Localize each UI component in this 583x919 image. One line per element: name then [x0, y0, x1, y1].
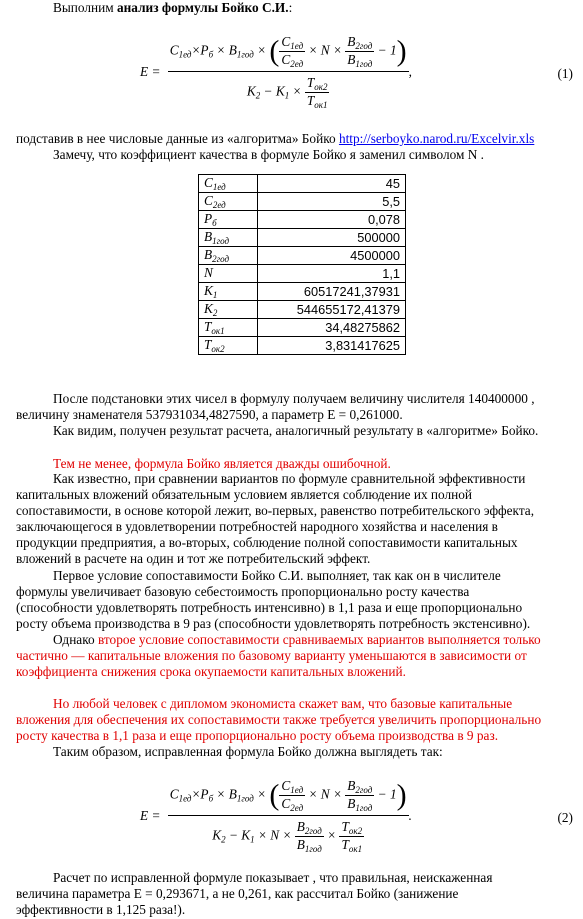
para4-line-1: Первое условие сопоставимости Бойко С.И. выполняет, так как он в числителе: [53, 568, 501, 583]
table-symbol: [199, 211, 258, 229]
table-symbol: [199, 283, 258, 301]
table-value: 500000: [258, 229, 406, 247]
para4-line-3: (способности удовлетворять потребность интенсивно) в 1,1 раза и еще пропорционально: [16, 600, 523, 615]
intro-line: Выполним анализ формулы Бойко С.И.:: [53, 0, 293, 15]
symbol-letter: T: [204, 319, 212, 334]
red2-line-2: вложения для обеспечения их сопоставимости также требуется увеличить пропорционально: [16, 712, 542, 727]
table-value: 544655172,41379: [258, 301, 406, 319]
table-value: 5,5: [258, 193, 406, 211]
table-value: 3,831417625: [258, 337, 406, 355]
table-symbol: [199, 301, 258, 319]
table-row: [199, 211, 406, 229]
para3-line-1: Как известно, при сравнении вариантов по формуле сравнительной эффективности: [53, 471, 526, 486]
symbol-subscript: ок2: [211, 344, 225, 354]
table-row: [199, 283, 406, 301]
table-row: [199, 193, 406, 211]
result-line-2: величину знаменателя 537931034,4827590, а параметр E = 0,261000.: [16, 407, 403, 422]
para5-line-2: частично — капитальные вложения по базовому варианту уменьшаются в зависимости от: [16, 648, 527, 663]
excel-link[interactable]: http://serboyko.narod.ru/Excelvir.xls: [338, 131, 535, 146]
para5-line-1: Однако второе условие сопоставимости сравниваемых вариантов выполняется только: [53, 632, 541, 647]
formula-2-number: (2): [557, 810, 573, 825]
symbol-subscript: 2ед: [212, 200, 226, 210]
table-row: [199, 265, 406, 283]
formula-1: E = $C_{1ед}\times P_б \times B_{1год}$ × ( $\frac{C_{1ед}}{C_{2ед}}$ × N × $\frac{B_{2год}}{B_{1год}}$ − 1) $K_2 - K_1$ × $\frac{T_{ок2}}{T_{ок1}}$ ,: [140, 34, 412, 110]
formula-2: E = $C_{1ед}\times P_б \times B_{1год}$ × ( $\frac{C_{1ед}}{C_{2ед}}$ × N × $\frac{B_{2год}}{B_{1год}}$ − 1) $K_2 - K_1 \times N$ × $\frac{B_{2год}}{B_{1год}}$ × $\frac{T_{ок2}}{T_{ок1}}$ .: [140, 778, 412, 854]
symbol-letter: T: [204, 337, 212, 352]
table-value: 45: [258, 175, 406, 193]
para3-line-4: заключающегося в удовлетворении потребностей народного хозяйства и населения в: [16, 519, 498, 534]
table-row: [199, 247, 406, 265]
table-symbol: [199, 265, 258, 283]
para3-line-2: капитальных вложений обязательным условием является соблюдение их полной: [16, 487, 473, 502]
red2-line-3: росту качества в 1,1 раза и еще пропорционально росту объема производства в 9 раз.: [16, 728, 499, 743]
symbol-letter: C: [204, 193, 213, 208]
symbol-subscript: 1год: [212, 236, 230, 246]
warning-line: Тем не менее, формула Бойко является дважды ошибочной.: [53, 456, 391, 471]
para4-line-2: формулы увеличивает базовую себестоимость пропорционально росту качества: [16, 584, 470, 599]
symbol-subscript: 2год: [212, 254, 230, 264]
symbol-letter: B: [204, 229, 213, 244]
table-row: [199, 337, 406, 355]
final-line-2: величина параметра E = 0,293671, а не 0,261, как рассчитал Бойко (занижение: [16, 886, 459, 901]
symbol-letter: K: [204, 301, 213, 316]
table-symbol: [199, 247, 258, 265]
red2-line-1: Но любой человек с дипломом экономиста скажет вам, что базовые капитальные: [53, 696, 513, 711]
final-line-1: Расчет по исправленной формуле показывает , что правильная, неискаженная: [53, 870, 493, 885]
table-symbol: [199, 193, 258, 211]
table-value: 0,078: [258, 211, 406, 229]
symbol-subscript: б: [212, 218, 217, 228]
symbol-subscript: ок1: [211, 326, 225, 336]
symbol-subscript: 1: [212, 290, 218, 300]
table-value: 1,1: [258, 265, 406, 283]
para3-line-5: продукции предприятия, а во-вторых, соблюдение полной сопоставимости капитальных: [16, 535, 518, 550]
symbol-letter: C: [204, 175, 213, 190]
symbol-subscript: 1ед: [212, 182, 226, 192]
result-line-1: После подстановки этих чисел в формулу получаем величину числителя 140400000 ,: [53, 391, 535, 406]
para5-line-3: коэффициента снижения срока окупаемости капитальных вложений.: [16, 664, 406, 679]
after-formula-line: подставив в нее числовые данные из «алгоритма» Бойко http://serboyko.narod.ru/Excelvir.xls: [16, 131, 535, 146]
table-symbol: [199, 229, 258, 247]
symbol-subscript: 2: [212, 308, 218, 318]
final-line-3: эффективности в 1,125 раза!).: [16, 902, 186, 917]
table-row: [199, 175, 406, 193]
para3-line-6: вложений в расчете на один и тот же потребительский эффект.: [16, 551, 371, 566]
para3-line-3: сопоставимости, в основе которой лежит, во-первых, равенство потребительского эффекта,: [16, 503, 535, 518]
symbol-letter: P: [204, 211, 213, 226]
table-row: [199, 319, 406, 337]
table-row: [199, 229, 406, 247]
values-table: [198, 174, 406, 355]
table-symbol: [199, 319, 258, 337]
formula-1-number: (1): [557, 66, 573, 81]
symbol-letter: N: [204, 265, 213, 280]
para6-line: Таким образом, исправленная формула Бойко должна выглядеть так:: [53, 744, 443, 759]
table-row: [199, 301, 406, 319]
symbol-letter: K: [204, 283, 213, 298]
symbol-letter: B: [204, 247, 213, 262]
table-value: 60517241,37931: [258, 283, 406, 301]
table-value: 34,48275862: [258, 319, 406, 337]
table-value: 4500000: [258, 247, 406, 265]
table-symbol: [199, 175, 258, 193]
comparison-line: Как видим, получен результат расчета, аналогичный результату в «алгоритме» Бойко.: [53, 423, 539, 438]
table-symbol: [199, 337, 258, 355]
para4-line-4: росту объема производства в 9 раз (способности удовлетворять потребность экстенсивно).: [16, 616, 531, 631]
note-line: Замечу, что коэффициент качества в формуле Бойко я заменил символом N .: [53, 147, 484, 162]
